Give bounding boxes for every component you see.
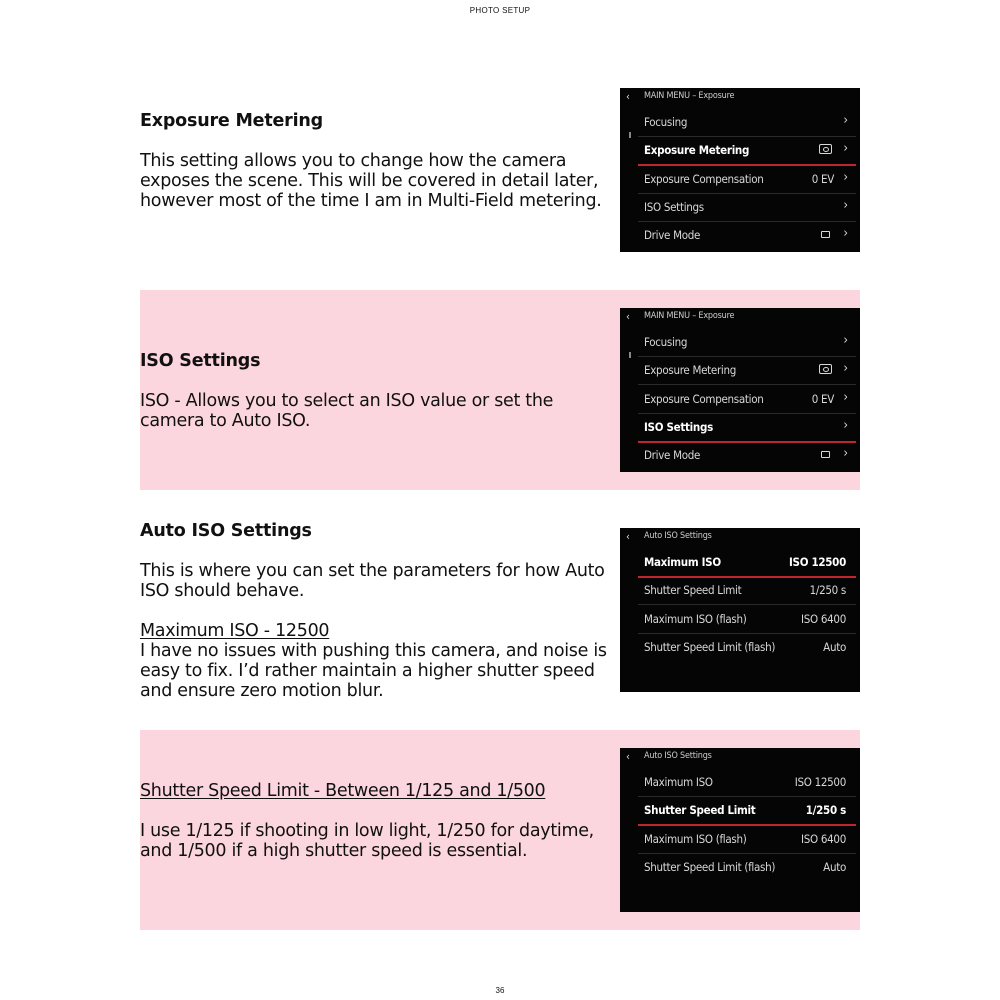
breadcrumb: Auto ISO Settings xyxy=(644,751,712,761)
chevron-right-icon: › xyxy=(843,418,848,433)
menu-item-label: Maximum ISO xyxy=(644,775,713,789)
section-auto-iso-settings xyxy=(140,521,610,721)
menu-item-drive-mode[interactable] xyxy=(638,221,856,249)
page-header: PHOTO SETUP xyxy=(469,6,531,15)
chevron-left-icon[interactable]: ‹ xyxy=(626,310,630,323)
max-iso-heading: Maximum ISO - 12500 xyxy=(140,621,330,641)
menu-item-label: Exposure Metering xyxy=(644,363,737,377)
chevron-right-icon: › xyxy=(843,390,848,405)
menu-item-label: Shutter Speed Limit xyxy=(644,583,742,597)
chevron-right-icon: › xyxy=(843,113,848,128)
menu-item-maximum-iso[interactable] xyxy=(638,548,856,578)
menu-item-value: 0 EV xyxy=(811,392,834,406)
section-body: This is where you can set the parameters for how Auto ISO should behave. xyxy=(140,561,605,601)
shutter-body: I use 1/125 if shooting in low light, 1/250 for daytime, and 1/500 if a high shutter speed is essential. xyxy=(140,821,594,861)
chevron-right-icon: › xyxy=(843,170,848,185)
menu-item-shutter-speed-limit-flash[interactable] xyxy=(638,633,856,661)
menu-item-shutter-speed-limit[interactable] xyxy=(638,796,856,826)
menu-item-label: Exposure Compensation xyxy=(644,392,764,406)
menu-item-label: Maximum ISO (flash) xyxy=(644,832,747,846)
chevron-right-icon: › xyxy=(843,333,848,348)
menu-item-label: Exposure Compensation xyxy=(644,172,764,186)
menu-item-exposure-metering[interactable] xyxy=(638,356,856,385)
breadcrumb: Auto ISO Settings xyxy=(644,531,712,541)
menu-item-value: ISO 6400 xyxy=(801,832,846,846)
menu-item-maximum-iso[interactable] xyxy=(638,768,856,797)
page-number: 36 xyxy=(495,986,505,995)
screen-header xyxy=(620,528,860,546)
menu-item-shutter-speed-limit[interactable] xyxy=(638,576,856,605)
camera-screen-auto-iso-shutter xyxy=(620,748,860,912)
section-body: This setting allows you to change how the camera exposes the scene. This will be covered in detail later, however most of the time I am in Multi-Field metering. xyxy=(140,151,602,211)
menu-item-value: Auto xyxy=(823,860,846,874)
section-title: Auto ISO Settings xyxy=(140,521,312,541)
menu-item-exposure-metering[interactable] xyxy=(638,136,856,166)
menu-item-focusing[interactable] xyxy=(638,328,856,357)
menu-item-iso-settings[interactable] xyxy=(638,413,856,443)
menu-item-maximum-iso-flash[interactable] xyxy=(638,825,856,854)
breadcrumb: MAIN MENU – Exposure xyxy=(644,91,735,101)
chevron-right-icon: › xyxy=(843,141,848,156)
section-title: ISO Settings xyxy=(140,351,261,371)
menu-item-value: ISO 12500 xyxy=(794,775,846,789)
menu-item-label: Exposure Metering xyxy=(644,143,750,157)
camera-screen-auto-iso-max xyxy=(620,528,860,692)
menu-item-label: Maximum ISO (flash) xyxy=(644,612,747,626)
menu-item-label: ISO Settings xyxy=(644,420,713,434)
single-frame-icon xyxy=(821,451,830,458)
screen-header xyxy=(620,88,860,106)
menu-item-label: Shutter Speed Limit (flash) xyxy=(644,860,776,874)
chevron-right-icon: › xyxy=(843,446,848,461)
menu-item-value: 1/250 s xyxy=(809,583,846,597)
chevron-right-icon: › xyxy=(843,198,848,213)
menu-item-label: Shutter Speed Limit xyxy=(644,803,756,817)
screen-header xyxy=(620,308,860,326)
menu-item-exposure-compensation[interactable] xyxy=(638,385,856,414)
menu-item-value: ISO 12500 xyxy=(789,555,846,569)
single-frame-icon xyxy=(821,231,830,238)
menu-item-label: Maximum ISO xyxy=(644,555,721,569)
chevron-right-icon: › xyxy=(843,226,848,241)
menu-item-label: Drive Mode xyxy=(644,228,701,242)
breadcrumb: MAIN MENU – Exposure xyxy=(644,311,735,321)
section-iso-settings xyxy=(140,351,610,451)
menu-item-focusing[interactable] xyxy=(638,108,856,137)
metering-icon xyxy=(819,364,832,374)
section-title: Exposure Metering xyxy=(140,111,323,131)
menu-item-maximum-iso-flash[interactable] xyxy=(638,605,856,634)
section-shutter-speed-limit xyxy=(140,781,610,881)
menu-item-drive-mode[interactable] xyxy=(638,441,856,469)
menu-item-value: ISO 6400 xyxy=(801,612,846,626)
menu-item-value: 0 EV xyxy=(811,172,834,186)
metering-icon xyxy=(819,144,832,154)
max-iso-body: I have no issues with pushing this camera, and noise is easy to fix. I’d rather maintain a higher shutter speed and ensure zero motion blur. xyxy=(140,641,607,701)
section-body: ISO - Allows you to select an ISO value or set the camera to Auto ISO. xyxy=(140,391,554,431)
menu-item-value: Auto xyxy=(823,640,846,654)
screen-header xyxy=(620,748,860,766)
menu-item-exposure-compensation[interactable] xyxy=(638,165,856,194)
menu-item-label: Focusing xyxy=(644,115,688,129)
menu-item-label: Shutter Speed Limit (flash) xyxy=(644,640,776,654)
camera-screen-iso-settings xyxy=(620,308,860,472)
scroll-indicator xyxy=(629,132,631,138)
chevron-left-icon[interactable]: ‹ xyxy=(626,90,630,103)
shutter-heading: Shutter Speed Limit - Between 1/125 and 1/500 xyxy=(140,781,546,801)
menu-item-iso-settings[interactable] xyxy=(638,193,856,222)
menu-item-label: ISO Settings xyxy=(644,200,704,214)
menu-item-label: Focusing xyxy=(644,335,688,349)
chevron-right-icon: › xyxy=(843,361,848,376)
scroll-indicator xyxy=(629,352,631,358)
menu-item-shutter-speed-limit-flash[interactable] xyxy=(638,853,856,881)
menu-item-label: Drive Mode xyxy=(644,448,701,462)
chevron-left-icon[interactable]: ‹ xyxy=(626,530,630,543)
chevron-left-icon[interactable]: ‹ xyxy=(626,750,630,763)
menu-item-value: 1/250 s xyxy=(805,803,846,817)
camera-screen-exposure-metering xyxy=(620,88,860,252)
section-exposure-metering xyxy=(140,111,610,231)
